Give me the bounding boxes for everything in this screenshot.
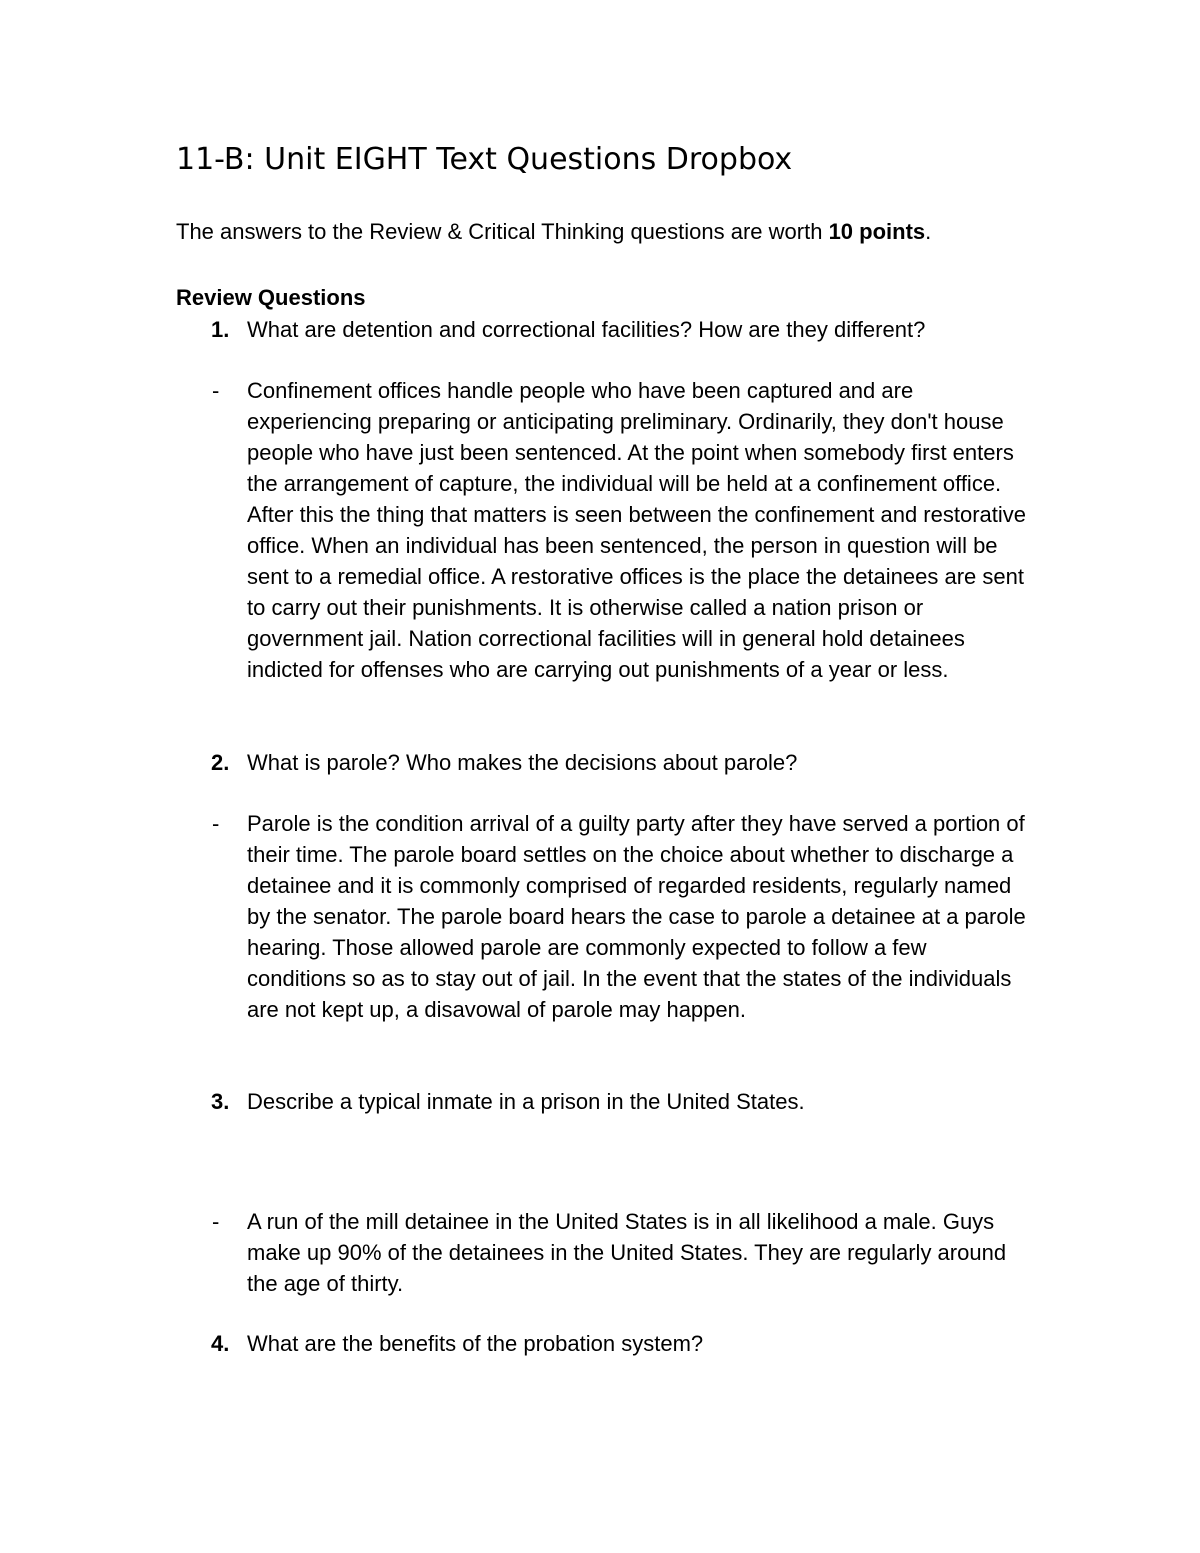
- section-heading: Review Questions: [176, 285, 366, 310]
- answer-marker: -: [212, 811, 220, 836]
- answer-text: Confinement offices handle people who have been captured and are experiencing preparing or anticipating preliminary. Ordinarily, they don't house people who have just been sentenced. At the point when somebody first enters the arrangement of capture, the individual will be held at a confinement office. After this the thing that matters is seen between the confinement and restorative office. When an individual has been sentenced, the person in question will be sent to a remedial office. A restorative offices is the place the detainees are sent to carry out their punishments. It is otherwise called a nation prison or government jail. Nation correctional facilities will in general hold detainees indicted for offenses who are carrying out punishments of a year or less.: [247, 378, 1026, 682]
- question-text: What are detention and correctional facilities? How are they different?: [247, 317, 926, 342]
- question-number: 2.: [211, 750, 230, 775]
- intro-period: .: [925, 219, 932, 244]
- answer-2: [176, 808, 1036, 1025]
- answer-3: [176, 1206, 1036, 1299]
- question-text: What are the benefits of the probation system?: [247, 1331, 704, 1356]
- answer-marker: -: [212, 378, 220, 403]
- answer-marker: -: [212, 1209, 220, 1234]
- document-title: 11-B: Unit EIGHT Text Questions Dropbox: [176, 142, 793, 177]
- question-number: 1.: [211, 317, 230, 342]
- question-text: Describe a typical inmate in a prison in the United States.: [247, 1089, 805, 1114]
- answer-text: Parole is the condition arrival of a guilty party after they have served a portion of their time. The parole board settles on the choice about whether to discharge a detainee and it is commonly comprised of regarded residents, regularly named by the senator. The parole board hears the case to parole a detainee at a parole hearing. Those allowed parole are commonly expected to follow a few conditions so as to stay out of jail. In the event that the states of the individuals are not kept up, a disavowal of parole may happen.: [247, 811, 1026, 1022]
- intro-text: The answers to the Review & Critical Thinking questions are worth: [176, 219, 829, 244]
- intro-paragraph: [176, 216, 931, 247]
- question-number: 4.: [211, 1331, 230, 1356]
- question-text: What is parole? Who makes the decisions about parole?: [247, 750, 798, 775]
- answer-1: [176, 375, 1036, 685]
- question-number: 3.: [211, 1089, 230, 1114]
- answer-text: A run of the mill detainee in the United States is in all likelihood a male. Guys make up 90% of the detainees in the United States. They are regularly around the age of thirty.: [247, 1209, 1007, 1296]
- intro-points: 10 points: [828, 219, 926, 244]
